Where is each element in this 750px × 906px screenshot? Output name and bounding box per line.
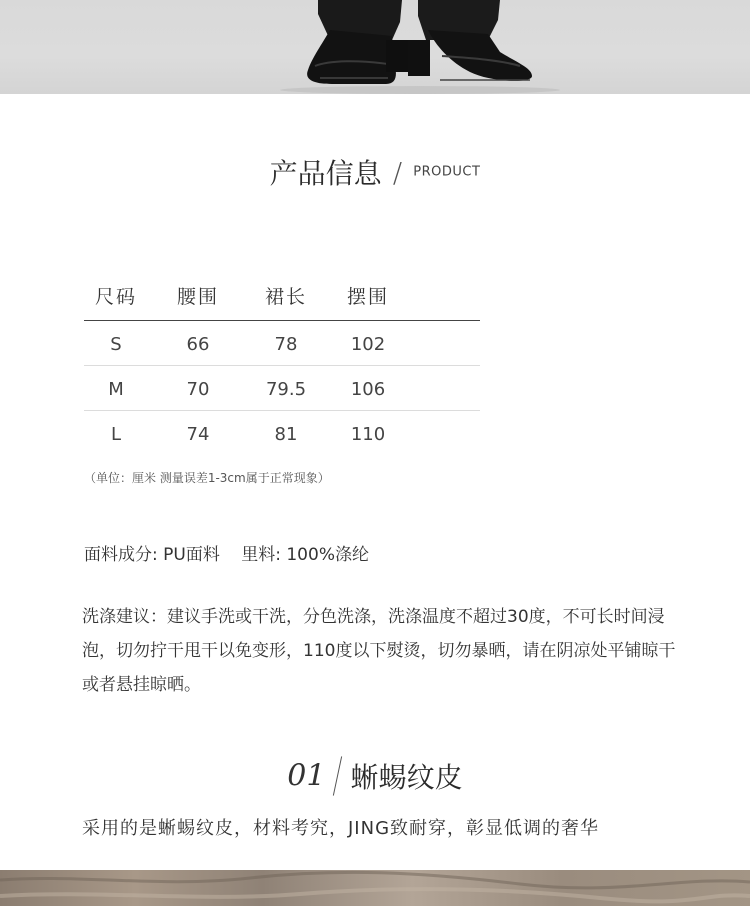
feature-name: 蜥蜴纹皮 [350, 761, 463, 794]
header-size: 尺码 [94, 286, 137, 308]
fabric-lining: 里料: 100%涤纶 [241, 545, 369, 565]
product-photo-shoes [0, 0, 750, 94]
section-title [0, 152, 750, 192]
cell-length: 78 [274, 334, 298, 355]
cell-length: 79.5 [265, 379, 307, 400]
measurement-note: （单位：厘米 测量误差1-3cm属于正常现象） [84, 471, 330, 485]
cell-size: M [108, 379, 124, 400]
header-length: 裙长 [264, 286, 307, 308]
cell-length: 81 [274, 424, 298, 445]
section-title-sub: PRODUCT [413, 164, 481, 180]
cell-hem: 102 [350, 334, 386, 355]
shoes-illustration [0, 0, 750, 94]
cell-hem: 110 [350, 424, 386, 445]
size-table [84, 276, 480, 455]
cell-size: S [110, 334, 122, 355]
fabric-composition: 面料成分: PU面料 [84, 545, 220, 565]
header-waist: 腰围 [176, 286, 219, 308]
cell-waist: 74 [186, 424, 210, 445]
cell-hem: 106 [350, 379, 386, 400]
feature-divider [332, 756, 341, 795]
leather-texture-photo [0, 870, 750, 906]
table-row [84, 366, 480, 411]
wash-advice: 洗涤建议：建议手洗或干洗，分色洗涤，洗涤温度不超过30度，不可长时间浸泡，切勿拧干甩干以免变形，110度以下熨烫，切勿暴晒，请在阴凉处平铺晾干或者悬挂晾晒。 [82, 607, 676, 695]
leather-texture [0, 870, 750, 906]
fabric-info [84, 540, 385, 565]
title-slash: / [392, 155, 403, 189]
section-title-main: 产品信息 [269, 157, 382, 190]
table-header-row [84, 276, 480, 321]
cell-waist: 66 [186, 334, 210, 355]
table-row [84, 321, 480, 366]
feature-description: 采用的是蜥蜴纹皮，材料考究，JING致耐穿，彰显低调的奢华 [82, 818, 600, 839]
feature-number: 01 [287, 758, 326, 794]
cell-size: L [110, 424, 122, 445]
feature-title [0, 756, 750, 796]
cell-waist: 70 [186, 379, 210, 400]
header-hem: 摆围 [346, 286, 389, 308]
table-row [84, 411, 480, 455]
